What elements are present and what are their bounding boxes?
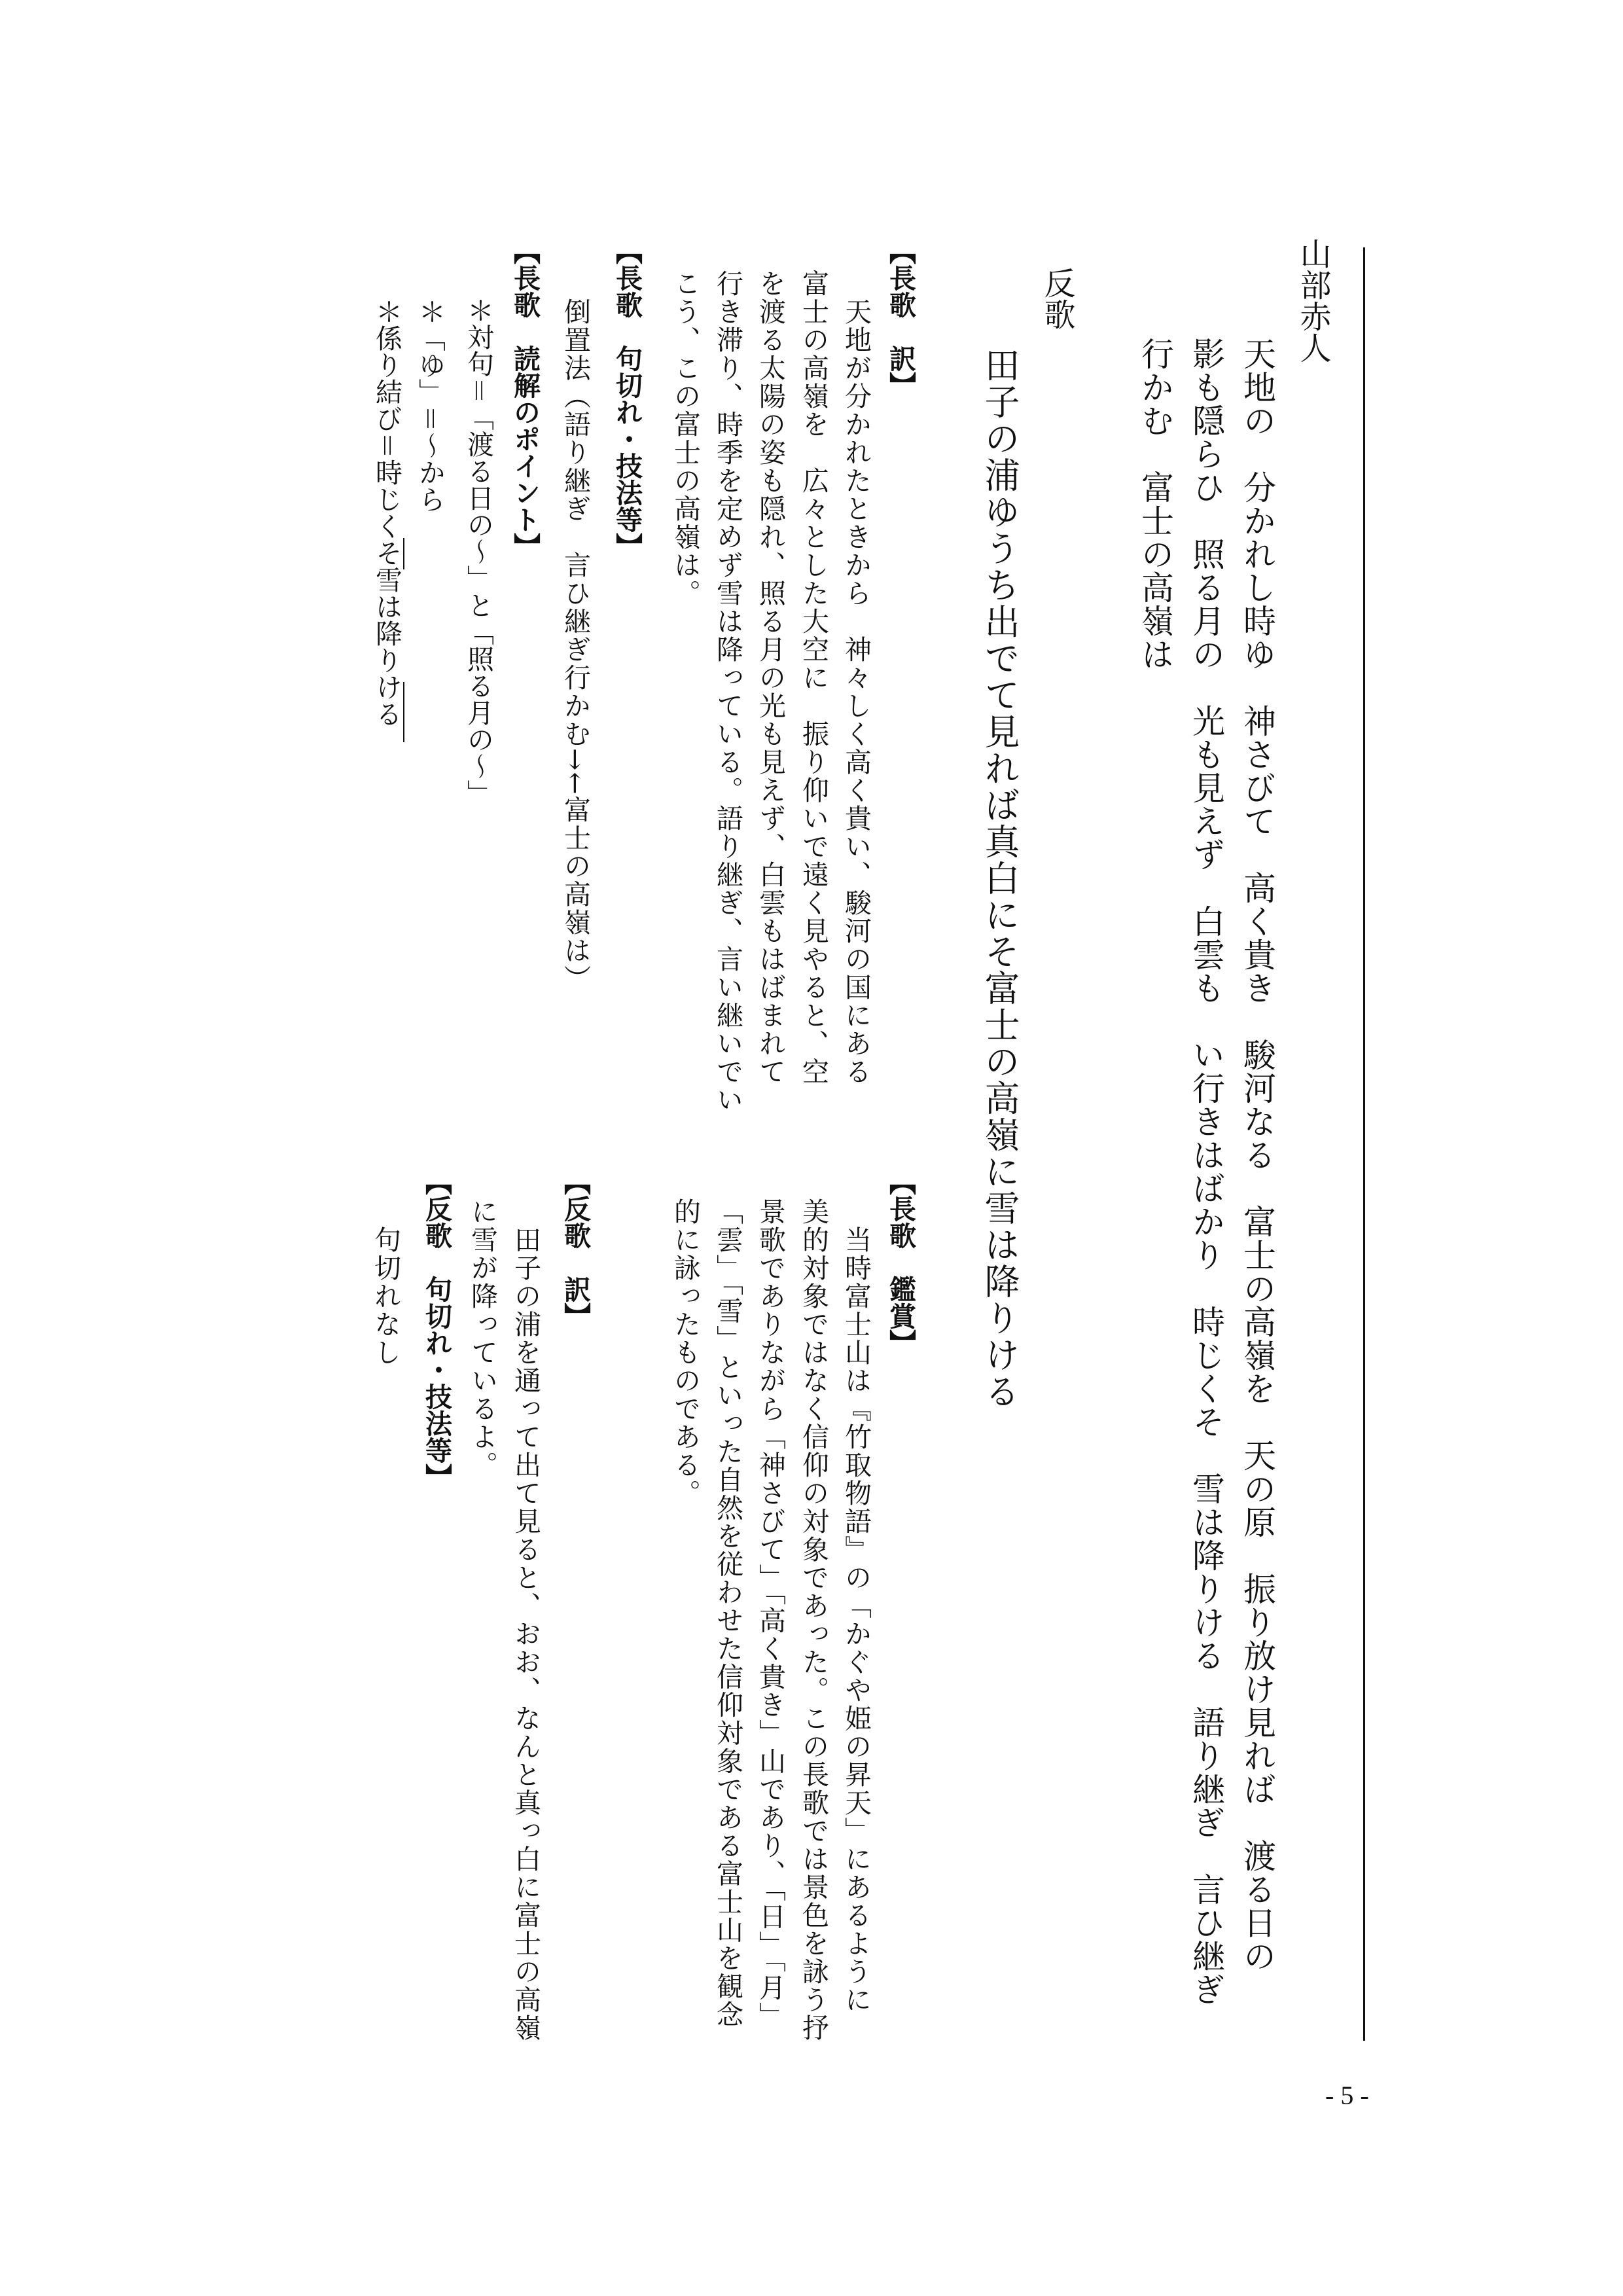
choka-appreciation-heading: 【長歌 鑑賞】 xyxy=(885,1168,916,1356)
hanka-translation-line-2: に雪が降っているよ。 xyxy=(467,1198,498,1479)
choka-appreciation-line-3: 景歌でありながら「神さびて」「高く貴き」山であり、「日」「月」 xyxy=(755,1198,786,2030)
choka-points-line-3: ＊係り結び＝時じくそ雪は降りける xyxy=(371,298,402,727)
choka-appreciation-line-4: 「雲」「雪」といった自然を従わせた信仰対象である富士山を観念 xyxy=(712,1198,743,2029)
choka-points-heading: 【長歌 読解のポイント】 xyxy=(509,238,541,560)
hanka-translation-heading: 【反歌 訳】 xyxy=(560,1168,591,1329)
choka-technique-line-1: 倒置法（語り継ぎ 言ひ継ぎ行かむ→←富士の高嶺は） xyxy=(560,270,591,993)
choka-points-line-1: ＊対句＝「渡る日の～」と「照る月の～」 xyxy=(463,270,494,806)
choka-translation-line-3: を渡る太陽の姿も隠れ、照る月の光も見えず、白雲もはばまれて xyxy=(755,270,786,1086)
choka-technique-heading: 【長歌 句切れ・技法等】 xyxy=(611,238,643,560)
hanka-technique-line-1: 句切れなし xyxy=(370,1198,401,1367)
choka-translation-line-5: こう、この富士の高嶺は。 xyxy=(669,270,701,607)
kakari-underline-1 xyxy=(403,538,404,569)
choka-line-1: 天地の 分かれし時ゆ 神さびて 高く貴き 駿河なる 富士の高嶺を 天の原 振り放け見れば 渡る日の xyxy=(1238,337,1276,1973)
choka-points-line-2: ＊「ゆ」＝～から xyxy=(414,298,446,512)
page-number: - 5 - xyxy=(1325,2081,1369,2110)
kakari-underline-2 xyxy=(403,682,404,742)
hanka-text: 田子の浦ゆうち出でて見れば真白にそ富士の高嶺に雪は降りける xyxy=(979,347,1020,1410)
choka-line-2: 影も隠らひ 照る月の 光も見えず 白雲も い行きはばかり 時じくそ 雪は降りける 語り継ぎ 言ひ継ぎ xyxy=(1187,337,1225,2006)
right-rule xyxy=(1363,247,1365,2041)
choka-translation-line-4: 行き滞り、時季を定めず雪は降っている。語り継ぎ、言い継いでい xyxy=(712,270,743,1114)
author-name: 山部赤人 xyxy=(1294,238,1331,363)
choka-appreciation-line-1: 当時富士山は『竹取物語』の「かぐや姫の昇天」にあるように xyxy=(840,1198,872,2014)
choka-appreciation-line-2: 美的対象ではなく信仰の対象であった。この長歌では景色を詠う抒 xyxy=(798,1198,829,2042)
choka-appreciation-line-5: 的に詠ったものである。 xyxy=(669,1198,701,1507)
choka-line-3: 行かむ 富士の高嶺は xyxy=(1136,337,1174,671)
choka-translation-line-2: 富士の高嶺を 広々とした大空に 振り仰いで遠く見やると、空 xyxy=(798,270,829,1086)
hanka-label: 反歌 xyxy=(1039,267,1075,330)
hanka-technique-heading: 【反歌 句切れ・技法等】 xyxy=(421,1168,452,1490)
choka-translation-line-1: 天地が分かれたときから 神々しく高く貴い、駿河の国にある xyxy=(840,270,872,1086)
choka-translation-heading: 【長歌 訳】 xyxy=(885,238,916,399)
hanka-translation-line-1: 田子の浦を通って出て見ると、おお、なんと真っ白に富士の高嶺 xyxy=(510,1198,541,2042)
